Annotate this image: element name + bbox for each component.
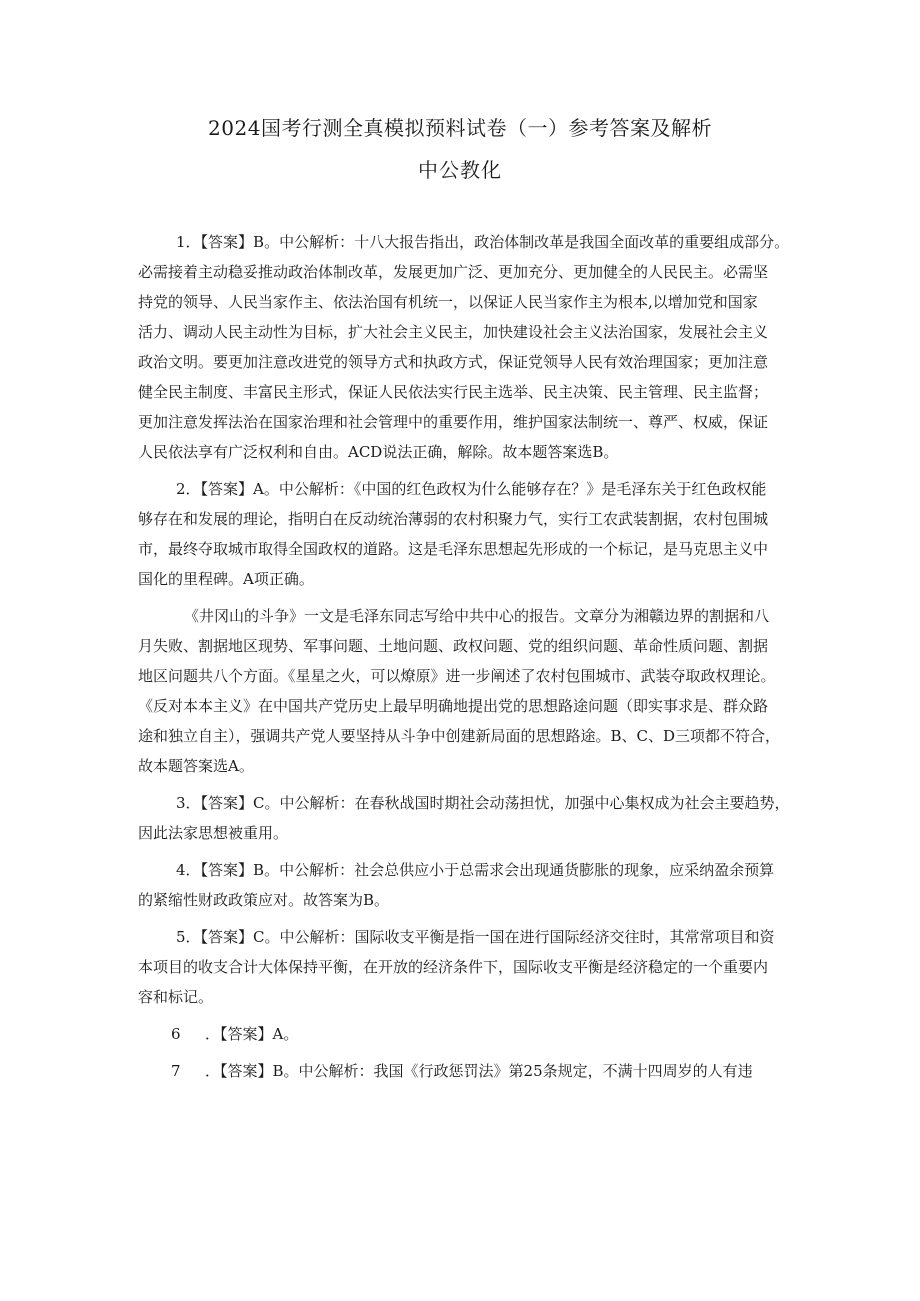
document-title: 2024国考行测全真模拟预料试卷（一）参考答案及解析 [208, 116, 712, 140]
text-line: 国化的里程碑。A项正确。 [138, 570, 314, 588]
text-line: 活力、调动人民主动性为目标，扩大社会主义民主，加快建设社会主义法治国家，发展社会主义 [138, 323, 769, 341]
answer-paragraph-6 [138, 1019, 798, 1049]
text-line: 政治文明。要更加注意改进党的领导方式和执政方式，保证党领导人民有效治理国家；更加注意 [138, 353, 769, 371]
text-line: 4．【答案】B。中公解析：社会总供应小于总需求会出现通货膨胀的现象，应采纳盈余预算 [176, 861, 775, 879]
text-line: 月失败、割据地区现势、军事问题、土地问题、政权问题、党的组织问题、革命性质问题、割据 [138, 637, 769, 655]
answer-paragraph-3 [138, 788, 798, 848]
text-line: 1．【答案】B。中公解析：十八大报告指出，政治体制改革是我国全面改革的重要组成部分。 [176, 233, 790, 251]
text-line: 的紧缩性财政政策应对。故答案为B。 [138, 891, 390, 909]
answer-paragraph-4 [138, 855, 798, 915]
question-number: 6 [171, 1025, 181, 1043]
text-line: ．【答案】B。中公解析：我国《行政惩罚法》第25条规定，不满十四周岁的人有违 [205, 1062, 753, 1080]
text-line: 3．【答案】C。中公解析：在春秋战国时期社会动荡担忧，加强中心集权成为社会主要趋势， [176, 794, 790, 812]
text-line: 《反对本本主义》在中国共产党历史上最早明确地提出党的思想路途问题（即实事求是、群众路 [138, 697, 769, 715]
text-line: 人民依法享有广泛权利和自由。ACD说法正确，解除。故本题答案选B。 [138, 443, 619, 461]
text-line: 《井冈山的斗争》一文是毛泽东同志写给中共中心的报告。文章分为湘赣边界的割据和八 [184, 607, 770, 625]
text-line: 地区问题共八个方面。《星星之火，可以燎原》进一步阐述了农村包围城市、武装夺取政权理论。 [138, 667, 776, 685]
answer-paragraph-7 [138, 1056, 798, 1086]
text-line: 5．【答案】C。中公解析：国际收支平衡是指一国在进行国际经济交往时，其常常项目和资 [176, 928, 775, 946]
text-line: 够存在和发展的理论，指明白在反动统治薄弱的农村积聚力气，实行工农武装割据，农村包围城 [138, 510, 769, 528]
answer-paragraph-2-continued [138, 601, 798, 781]
text-line: 途和独立自主），强调共产党人要坚持从斗争中创建新局面的思想路途。B、C、D三项都不符合， [138, 727, 781, 745]
text-line: 容和标记。 [138, 988, 214, 1006]
text-line: 故本题答案选A。 [138, 757, 254, 775]
text-line: 必需接着主动稳妥推动政治体制改革，发展更加广泛、更加充分、更加健全的人民民主。必需坚 [138, 263, 769, 281]
text-line: 因此法家思想被重用。 [138, 824, 289, 842]
text-line: 2．【答案】A。中公解析：《中国的红色政权为什么能够存在？》是毛泽东关于红色政权能 [176, 480, 767, 498]
text-line: ．【答案】A。 [205, 1025, 299, 1043]
document-body [138, 227, 798, 1086]
answer-paragraph-1 [138, 227, 798, 467]
text-line: 健全民主制度、丰富民主形式，保证人民依法实行民主选举、民主决策、民主管理、民主监督； [138, 383, 769, 401]
question-number: 7 [171, 1062, 181, 1080]
document-subtitle: 中公教化 [418, 158, 502, 182]
text-line: 更加注意发挥法治在国家治理和社会管理中的重要作用，维护国家法制统一、尊严、权威，保证 [138, 413, 769, 431]
text-line: 本项目的收支合计大体保持平衡，在开放的经济条件下，国际收支平衡是经济稳定的一个重要内 [138, 958, 769, 976]
text-line: 持党的领导、人民当家作主、依法治国有机统一，以保证人民当家作主为根本,以增加党和国家 [138, 293, 758, 311]
text-line: 市，最终夺取城市取得全国政权的道路。这是毛泽东思想起先形成的一个标记，是马克思主义中 [138, 540, 769, 558]
answer-paragraph-2 [138, 474, 798, 594]
answer-paragraph-5 [138, 922, 798, 1012]
